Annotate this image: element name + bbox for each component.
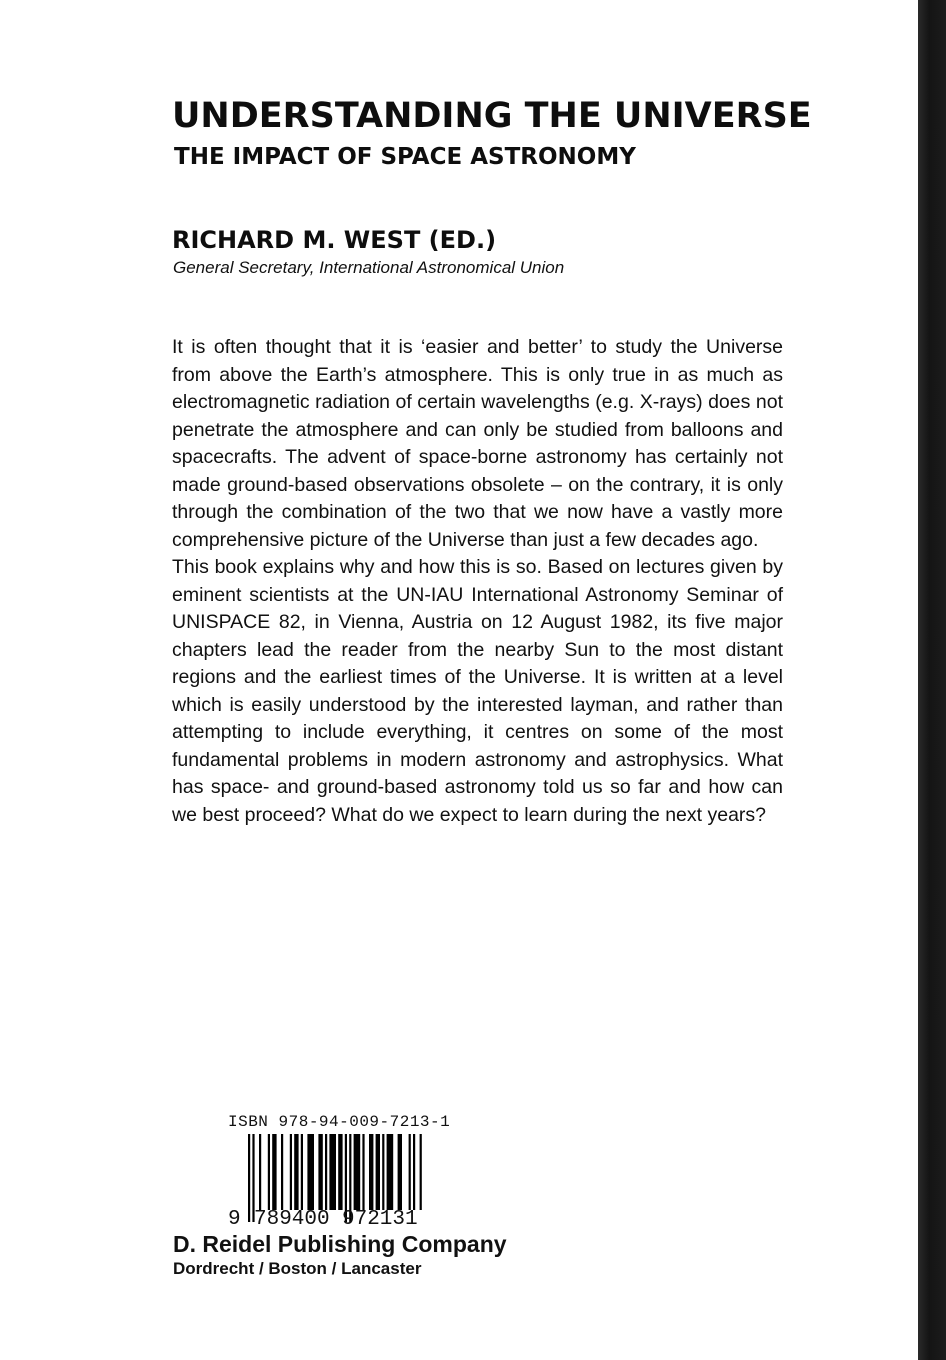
publisher-name: D. Reidel Publishing Company — [173, 1231, 507, 1257]
book-spine-edge — [918, 0, 946, 1360]
book-title: UNDERSTANDING THE UNIVERSE — [172, 96, 812, 136]
isbn-barcode — [228, 1134, 428, 1239]
publisher-cities: Dordrecht / Boston / Lancaster — [173, 1259, 422, 1278]
barcode-bar — [259, 1134, 261, 1210]
barcode-bar — [387, 1134, 394, 1210]
barcode-bar — [354, 1134, 361, 1210]
barcode-bar — [318, 1134, 322, 1210]
barcode-digits-right: 972131 — [342, 1208, 418, 1231]
barcode-bar — [290, 1134, 292, 1210]
book-subtitle: THE IMPACT OF SPACE ASTRONOMY — [174, 144, 636, 170]
blurb-paragraph-2: This book explains why and how this is so. Based on lectures given by eminent scientists at the UN-IAU International Astronomy Seminar of UNISPACE 82, in Vienna, Austria on 12 August 1982, its five major chapters lead the reader from the nearby Sun to the most distant regions and the earliest times of the Universe. It is written at a level which is easily understood by the interested layman, and rather than attempting to include everything, it centres on some of the most fundamental problems in modern astronomy and astrophysics. What has space- and ground-based astronomy told us so far and how can we best proceed? What do we expect to learn during the next years? — [172, 556, 783, 826]
barcode-bar — [398, 1134, 402, 1210]
blurb-paragraph-1: It is often thought that it is ‘easier and better’ to study the Universe from above the Earth’s atmosphere. This is only true in as much as electromagnetic radiation of certain wavelengths (e.g. X-rays) does not penetrate the atmosphere and can only be studied from balloons and spacecrafts. The advent of space-borne astronomy has certainly not made ground-based observations obsolete – on the contrary, it is only through the combination of the two that we now have a vastly more comprehensive picture of the Universe than just a few decades ago. — [172, 336, 783, 551]
barcode-bar — [338, 1134, 342, 1210]
barcode-digits-left: 789400 — [254, 1208, 330, 1231]
blurb-text — [172, 334, 783, 829]
barcode-bar — [413, 1134, 415, 1210]
isbn-label: ISBN 978-94-009-7213-1 — [228, 1113, 451, 1131]
barcode-bar — [325, 1134, 327, 1210]
barcode-bar — [409, 1134, 411, 1210]
author-name: RICHARD M. WEST (ED.) — [172, 226, 497, 254]
barcode-bar — [376, 1134, 380, 1210]
barcode-bar — [369, 1134, 373, 1210]
barcode-bar — [301, 1134, 303, 1210]
barcode-bar — [362, 1134, 364, 1210]
barcode-bar — [307, 1134, 314, 1210]
barcode-bar — [382, 1134, 384, 1210]
barcode-digit-first: 9 — [228, 1208, 241, 1231]
barcode-bar — [248, 1134, 250, 1222]
barcode-bar — [281, 1134, 283, 1210]
author-affiliation: General Secretary, International Astronomical Union — [173, 258, 565, 277]
barcode-bar — [294, 1134, 298, 1210]
barcode-bar — [268, 1134, 270, 1210]
barcode-bar — [329, 1134, 336, 1210]
barcode-bar — [420, 1134, 422, 1210]
barcode-bar — [272, 1134, 276, 1210]
